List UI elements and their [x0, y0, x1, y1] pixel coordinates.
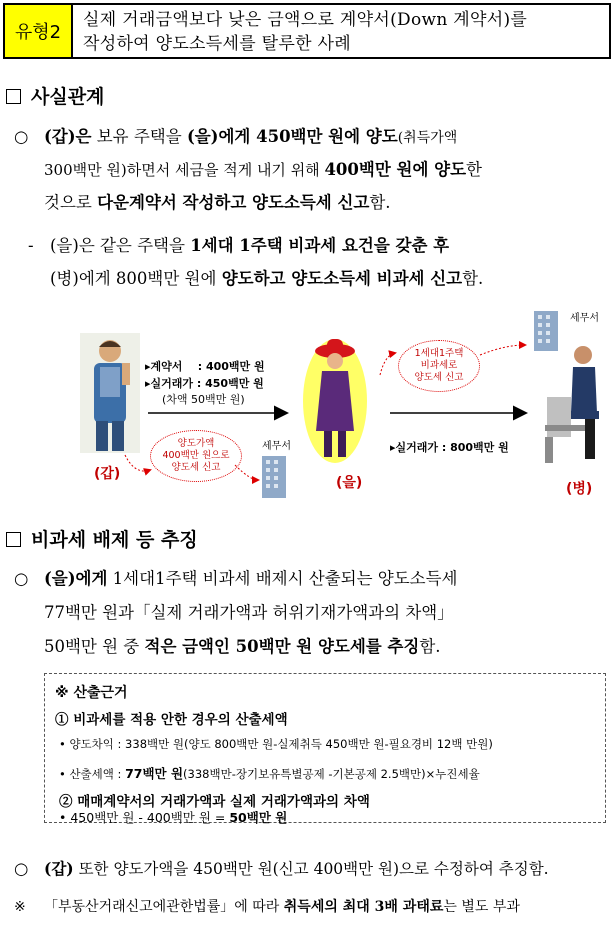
facts-p2-line2: (병)에게 800백만 원에 양도하고 양도소득세 비과세 신고함.: [50, 269, 484, 288]
tax-office-label-2: 세무서: [262, 441, 291, 452]
title-line-2: 작성하여 양도소득세를 탈루한 사례: [83, 34, 351, 54]
checkbox-square-icon: [6, 89, 21, 104]
person-b-label: (을): [336, 475, 363, 491]
exclusion-p1-line2: 77백만 원과「실제 거래가액과 허위기재가액과의 차액」: [44, 603, 454, 622]
right-report-ellipse: 1세대1주택 비과세로 양도세 신고: [398, 340, 480, 392]
facts-heading: 사실관계: [6, 82, 104, 109]
note-line: 「부동산거래신고에관한법률」에 따라 취득세의 최대 3배 과태료는 별도 부과: [44, 899, 520, 915]
title-line-1: 실제 거래금액보다 낮은 금액으로 계약서(Down 계약서)를: [83, 10, 528, 30]
type-tag: 유형2: [5, 5, 73, 57]
basis-item-1: ① 비과세를 적용 안한 경우의 산출세액: [55, 712, 288, 728]
basis-item-1-bullet-2: • 산출세액 : 77백만 원(338백만-장기보유특별공제 -기본공제 2.5백만)×누진세율: [59, 766, 480, 781]
basis-item-1-bullet-1: • 양도차익 : 338백만 원(양도 800백만 원-실제취득 450백만 원-필요경비 12백 만원): [59, 737, 493, 751]
person-a-label: (갑): [94, 466, 121, 482]
note-mark: ※: [14, 899, 26, 915]
facts-p1-line3: 것으로 다운계약서 작성하고 양도소득세 신고함.: [44, 193, 391, 212]
facts-bullet: ○: [14, 127, 29, 146]
exclusion-bullet: ○: [14, 569, 29, 588]
actual-price-label: ▸실거래가 : 450백만 원: [145, 377, 264, 390]
exclusion-p1-line3: 50백만 원 중 적은 금액인 50백만 원 양도세를 추징함.: [44, 637, 441, 656]
exclusion-p2-line: (갑) 또한 양도가액을 450백만 원(신고 400백만 원)으로 수정하여 추징함.: [44, 859, 549, 878]
facts-p1-line1: (갑)은 보유 주택을 (을)에게 450백만 원에 양도(취득가액: [44, 127, 458, 146]
transaction-diagram: [0, 305, 614, 510]
left-report-ellipse: 양도가액 400백만 원으로 양도세 신고: [150, 430, 242, 482]
title-box: [3, 3, 611, 59]
contract-label: ▸계약서 : 400백만 원: [145, 360, 265, 373]
basis-heading: ※ 산출근거: [55, 685, 128, 701]
facts-dash: -: [28, 236, 34, 255]
checkbox-square-icon: [6, 532, 21, 547]
basis-item-2-bullet-1: • 450백만 원 - 400백만 원 = 50백만 원: [59, 810, 288, 825]
exclusion-p1-line1: (을)에게 1세대1주택 비과세 배제시 산출되는 양도소득세: [44, 569, 458, 588]
facts-p2-line1: (을)은 같은 주택을 1세대 1주택 비과세 요건을 갖춘 후: [50, 236, 450, 255]
diagram-arrows: [0, 305, 614, 510]
person-c-label: (병): [566, 481, 593, 497]
difference-label: (차액 50백만 원): [162, 393, 245, 406]
exclusion-heading: 비과세 배제 등 추징: [6, 525, 198, 552]
basis-item-2: ② 매매계약서의 거래가액과 실제 거래가액과의 차액: [59, 794, 370, 810]
actual-price-label-2: ▸실거래가 : 800백만 원: [390, 441, 509, 454]
calculation-basis-box: [44, 673, 606, 823]
exclusion-p2-bullet: ○: [14, 859, 29, 878]
facts-p1-line2: 300백만 원)하면서 세금을 적게 내기 위해 400백만 원에 양도한: [44, 160, 482, 179]
tax-office-label-1: 세무서: [570, 313, 599, 324]
